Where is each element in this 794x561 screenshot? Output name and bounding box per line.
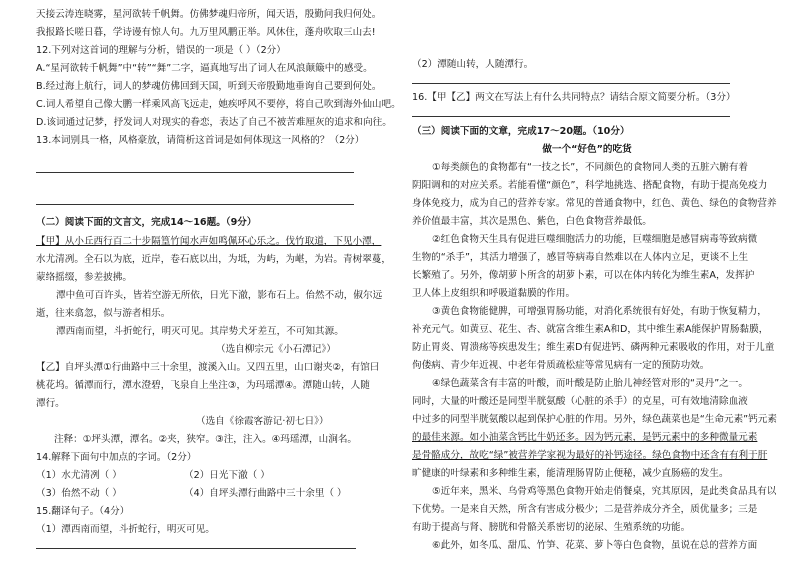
paragraph-line: ⑤近年来，黑米、乌骨鸡等黑色食物开始走俏餐桌，究其原因，是此类食品具有以 [432,486,777,497]
paragraph-line: 卫人体上皮组织和呼吸道黏膜的作用。 [412,288,576,299]
answer-line [36,548,356,549]
paragraph-line: 补充元气。如黄豆、花生、杏、就富含维生素A和D，其中维生素A能保护胃肠黏膜， [412,324,769,335]
passage-yi-source: （选自《徐霞客游记·初七日》） [196,416,329,427]
q15-item-2: （2）潭随山转，人随潭行。 [412,59,534,70]
passage-jia-line: 潭西南而望，斗折蛇行，明灭可见。其岸势犬牙差互，不可知其源。 [56,326,344,337]
paragraph-line: 阴阳调和的对应关系。若能看懂“颜色”，科学地挑选、搭配食物，有助于提高免疫力 [412,180,768,191]
question-13: 13.本词别具一格，风格豪放，请简析这首词是如何体现这一风格的？（2分） [36,135,365,146]
paragraph-line: 养价值最丰富，其次是黑色、紫色，白色食物营养最低。 [412,216,652,227]
passage-jia-line: 蒙络摇缀，参差披拂。 [36,272,132,283]
poem-line: 我报路长嗟日暮，学诗谩有惊人句。九万里风鹏正举。风休住，蓬舟吹取三山去! [36,27,376,38]
paragraph-line: ④绿色蔬菜含有丰富的叶酸，而叶酸是防止胎儿神经管对形的“灵丹”之一。 [432,378,748,389]
paragraph-line: 同时，大量的叶酸还是同型半胱氨酸（心脏的杀手）的克星，可有效地清除血液 [412,396,748,407]
q12-option-d: D.该词通过记梦，抒发词人对现实的眷恋，表达了自己不被苦难厘灰的追求和向往。 [36,117,392,128]
paragraph-line: 生物的“杀手”，其活力增强了，感冒等病毒自然难以在人体内立足，更谈不上生 [412,252,749,263]
paragraph-line: ③黄色食物能健脾，可增强胃肠功能，对消化系统很有好处，有助于恢复精力， [432,306,767,317]
paragraph-line: 旷健康的叶绿素和多种维生素，能清理肠胃防止便秘，减少直肠癌的发生。 [412,468,729,479]
q12-option-c: C.词人希望自己像大鹏一样乘风高飞远走，她疾呼风不要停，将自己吹到海外仙山吧。 [36,99,401,110]
q12-option-b: B.经过海上航行，词人的梦魂仿佛回到天国，听到天帝殷勤地垂询自己要到何处。 [36,81,382,92]
passage-jia-line [36,235,381,248]
paragraph-line: 中过多的同型半胱氨酸以起到保护心脏的作用。另外，绿色蔬菜也是“生命元素”钙元素 [412,414,777,425]
paragraph-line: 佝偻病、青少年近视、中老年骨质疏松症等常见病有一定的预防功效。 [412,360,710,371]
paragraph-line: 下优势。一是来自天然，所含有害成分极少；二是营养成分齐全，质优量多；三是 [412,504,758,515]
annotations: 注释：①坪头潭，潭名。②夹，狭窄。③注，注入。④玛瑶潭，山涧名。 [54,434,358,445]
q12-option-a: A.“星河欲转千帆舞”中“转”“舞”二字，逼真地写出了词人在风浪颠簸中的感受。 [36,63,373,74]
paragraph-line: ①每类颜色的食物都有“一技之长”，不同颜色的食物同人类的五脏六腑有着 [432,162,748,173]
passage-yi-line: 桃花坞。循潭而行，潭水澄碧，飞泉自上坐注③，为玛瑶潭④。潭随山转，人随 [36,380,370,391]
q15-item-1: （1）潭西南而望，斗折蛇行，明灭可见。 [36,524,215,535]
section-2-title: （二）阅读下面的文言文，完成14～16题。（9分） [36,217,257,228]
article-title: 做一个“好色”的吃货 [542,144,632,155]
passage-yi-line: 【乙】自坪头潭①行曲路中三十余里，渡溪入山。又四五里，山口谢夹②，有馆曰 [36,362,380,373]
q14-item: （4）自坪头潭行曲路中三十余里（ ） [184,488,347,499]
paragraph-line: 有助于提高与肾、膀胱和骨骼关系密切的泌尿、生殖系统的功能。 [412,522,691,533]
paragraph-line: ⑥此外，如冬瓜、甜瓜、竹笋、花菜、萝卜等白色食物，虽说在总的营养方面 [432,540,758,551]
paragraph-line [412,431,757,444]
paragraph-line: 防止胃炎、胃溃疡等疾患发生；维生素D有促进钙、磷两种元素吸收的作用，对于儿童 [412,342,775,353]
passage-jia-line: 逝，往来翕忽，似与游者相乐。 [36,308,171,319]
passage-jia-source: （选自柳宗元《小石潭记》） [216,344,336,355]
passage-jia-line: 潭中鱼可百许头，皆若空游无所依，日光下澈，影布石上。佁然不动，俶尔远 [56,290,383,301]
answer-line [36,172,354,173]
answer-line [412,116,730,117]
paragraph-line: 长繁殖了。另外，像胡萝卜所含的胡萝卜素，可以在体内转化为维生素A，发挥护 [412,270,755,281]
underlined-sentence: 是骨骼成分，故吃“绿”被营养学家视为最好的补钙途径。绿色食物中还含有有利于肝 [412,450,768,461]
answer-line [36,204,354,205]
question-14: 14.解释下面句中加点的字词。（2分） [36,452,197,463]
question-15: 15.翻译句子。（4分） [36,506,130,517]
q14-item: （2）日光下澈（ ） [184,470,270,481]
answer-line [412,83,730,84]
question-16: 16.【甲【乙】两文在写法上有什么共同特点？请结合原文简要分析。（3分） [412,92,736,103]
question-12: 12.下列对这首词的理解与分析，错误的一项是（ ）（2分） [36,45,286,56]
q14-item: （1）水尤清冽（ ） [36,470,122,481]
q14-item: （3）佁然不动（ ） [36,488,122,499]
section-3-title: （三）阅读下面的文章，完成17～20题。（10分） [412,126,630,137]
paragraph-line: ②红色食物天生具有促进巨噬细胞活力的功能，巨噬细胞是感冒病毒等致病微 [432,234,758,245]
passage-jia-text: 【甲】从小丘西行百二十步隔篁竹闻水声如鸣佩环心乐之。伐竹取道，下见小潭， [36,236,382,247]
underlined-sentence: 的最佳来源。如小油菜含钙比牛奶还多。因为钙元素，是钙元素中的多种微量元素 [412,432,758,443]
poem-line: 天接云涛连晓雾，星河欲转千帆舞。仿佛梦魂归帝所，闻天语，殷勤问我归何处。 [36,9,382,20]
passage-yi-line: 潭行。 [36,398,65,409]
passage-jia-line: 水尤清冽。全石以为底，近岸，卷石底以出，为坻，为屿，为嵁，为岩。青树翠蔓， [36,254,391,265]
paragraph-line [412,449,767,462]
paragraph-line: 身体免疫力，成为自己的营养专家。常见的普通食物中，红色、黄色、绿色的食物营养 [412,198,777,209]
